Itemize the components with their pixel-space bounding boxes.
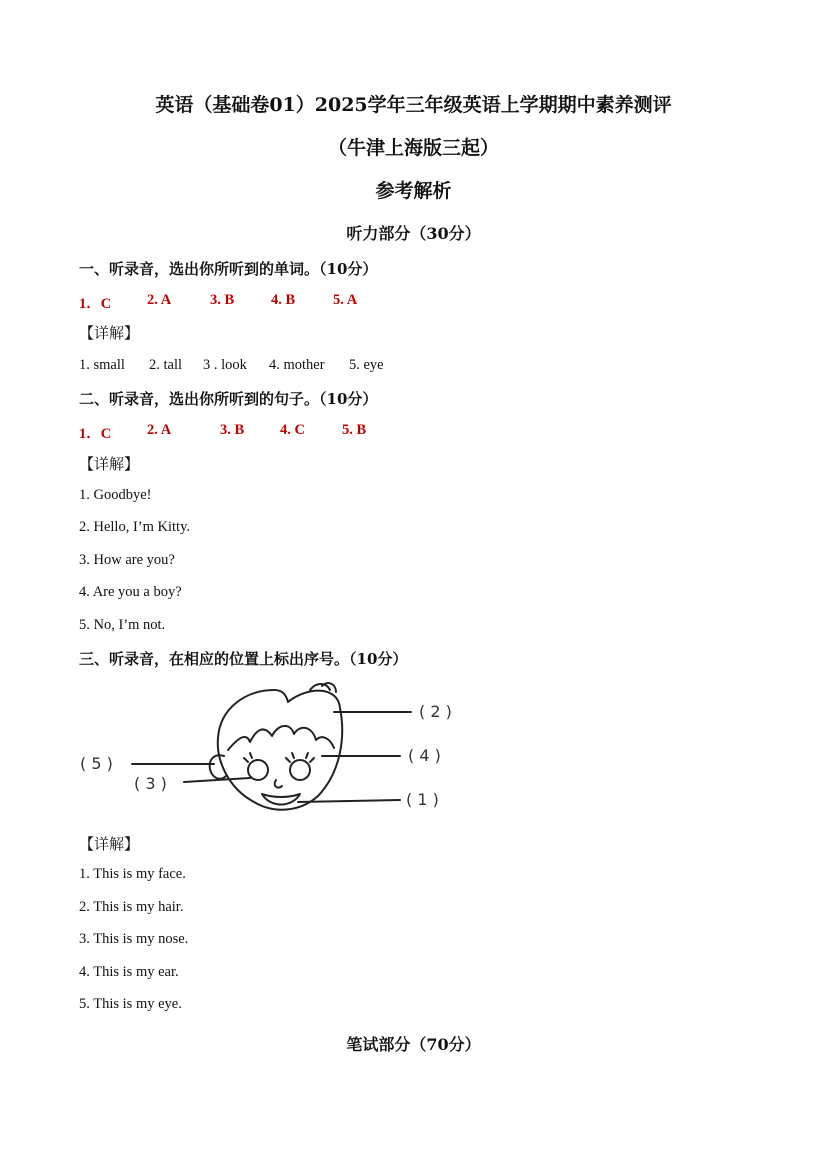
word-item: 4. mother (269, 357, 325, 373)
figure-label-1: ( 1 ) (406, 790, 439, 809)
answer-item: 2. A (147, 422, 172, 438)
written-part-heading: 笔试部分（70分） (346, 1035, 481, 1054)
sentence-item: 2. Hello, I’m Kitty. (79, 519, 191, 535)
figure-label-5: ( 5 ) (80, 754, 113, 773)
section3-explain-label: 【详解】 (79, 835, 140, 853)
figure-label-4: ( 4 ) (408, 746, 441, 765)
sentence-item: 4. This is my ear. (79, 964, 179, 980)
word-item: 5. eye (349, 357, 384, 373)
figure-label-2: ( 2 ) (419, 702, 452, 721)
answer-item: 4. B (271, 292, 296, 308)
sentence-item: 5. This is my eye. (79, 996, 182, 1012)
mouth (262, 794, 300, 805)
listening-part-heading: 听力部分（30分） (346, 224, 481, 243)
section1-explain-label: 【详解】 (79, 324, 140, 342)
answer-item: 2. A (147, 292, 172, 308)
section1-heading: 一、听录音，选出你所听到的单词。（10分） (79, 260, 378, 278)
sentence-item: 4. Are you a boy? (79, 584, 182, 600)
sentence-item: 5. No, I’m not. (79, 617, 166, 633)
answer-item: 3. B (220, 422, 245, 438)
word-item: 1. small (79, 357, 125, 373)
document-subtitle: （牛津上海版三起） (327, 137, 499, 159)
word-item: 3 . look (203, 357, 247, 373)
sentence-item: 1. This is my face. (79, 866, 186, 882)
section2-explain-label: 【详解】 (79, 455, 140, 473)
sentence-item: 1. Goodbye! (79, 487, 152, 503)
sentence-item: 2. This is my hair. (79, 899, 184, 915)
sentence-item: 3. How are you? (79, 552, 175, 568)
right-eye (290, 760, 310, 780)
nose (275, 780, 282, 788)
document-label: 参考解析 (375, 180, 452, 202)
answer-item: 4. C (280, 422, 305, 438)
answer-item: 1．C (79, 426, 112, 442)
hair-fringe (228, 726, 334, 750)
sentence-item: 3. This is my nose. (79, 931, 189, 947)
document-title: 英语（基础卷01）2025学年三年级英语上学期期中素养测评 (155, 94, 672, 116)
figure-label-3: ( 3 ) (134, 774, 167, 793)
section2-heading: 二、听录音，选出你所听到的句子。（10分） (79, 390, 378, 408)
answer-item: 3. B (210, 292, 235, 308)
head-outline (218, 690, 342, 810)
word-item: 2. tall (149, 357, 183, 373)
left-eye (248, 760, 268, 780)
face-diagram (78, 678, 478, 818)
answer-item: 1．C (79, 296, 112, 312)
answer-item: 5. A (333, 292, 358, 308)
section3-heading: 三、听录音，在相应的位置上标出序号。（10分） (79, 650, 408, 668)
answer-item: 5. B (342, 422, 367, 438)
